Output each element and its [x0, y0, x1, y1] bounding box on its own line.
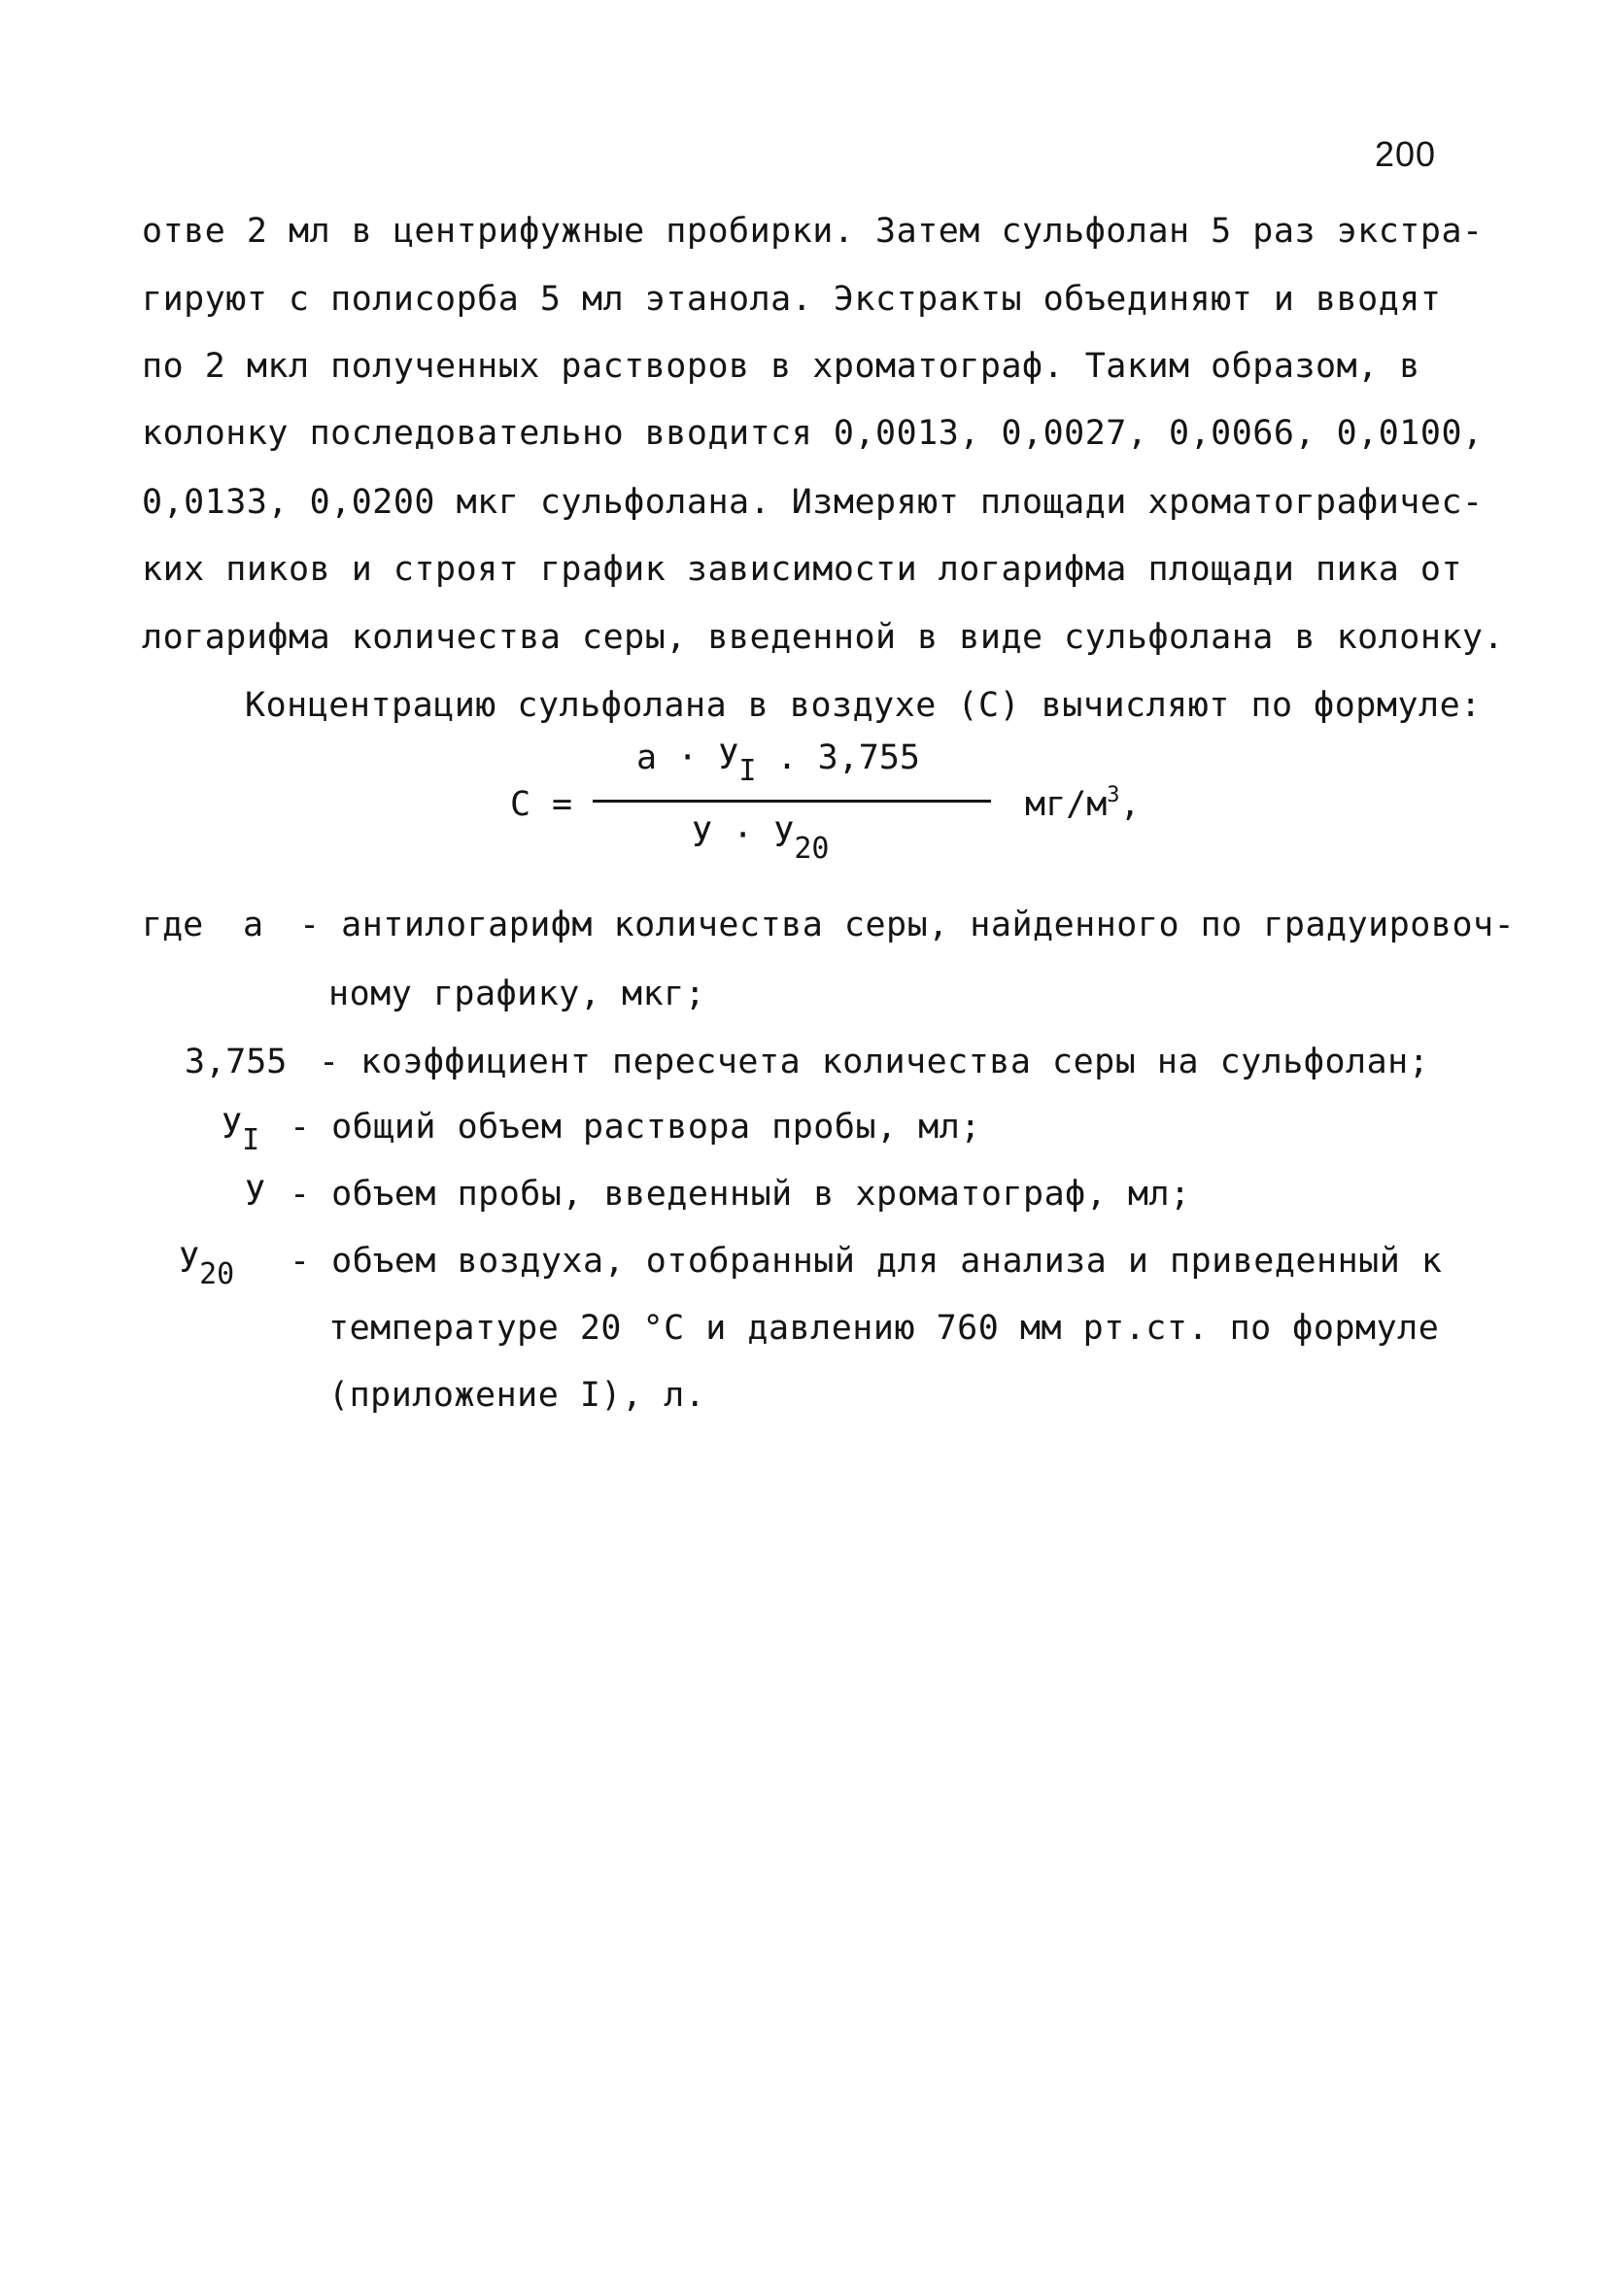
page-number: 200	[1375, 134, 1437, 174]
def-a-line-2: ному графику, мкг;	[328, 975, 706, 1013]
text-line-7: логарифма количества серы, введенной в виде сульфолана в колонку.	[142, 618, 1505, 657]
text-line-4: колонку последовательно вводится 0,0013, 0,0027, 0,0066, 0,0100,	[142, 414, 1484, 453]
text-line-3: по 2 мкл полученных растворов в хроматограф. Таким образом, в	[142, 347, 1420, 386]
formula-unit: $мг/м^3$,	[1025, 783, 1141, 824]
formula-denominator: $У \cdot У_{20}$	[692, 816, 830, 866]
def-a-symbol: а	[243, 906, 264, 944]
def-coef-symbol: 3,755	[185, 1043, 288, 1081]
fraction-bar	[593, 800, 991, 803]
formula-lhs: С	[510, 785, 531, 824]
def-coef-text: - коэффициент пересчета количества серы на сульфолан;	[319, 1043, 1430, 1081]
def-v20-line-1: - объем воздуха, отобранный для анализа и приведенный к	[290, 1242, 1443, 1281]
def-v-symbol: У	[245, 1175, 266, 1214]
formula-equals: =	[552, 785, 573, 824]
formula-numerator: $а \cdot У_I$ . 3,755	[636, 738, 920, 788]
text-line-5: 0,0133, 0,0200 мкг сульфолана. Измеряют площади хроматографичес-	[142, 483, 1484, 522]
text-line-2: гируют с полисорба 5 мл этанола. Экстракты объединяют и вводят	[142, 280, 1442, 319]
def-a-line-1: - антилогарифм количества серы, найденного по градуировоч-	[299, 906, 1516, 944]
formula-intro: Концентрацию сульфолана в воздухе (С) вычисляют по формуле:	[245, 686, 1482, 725]
text-line-6: ких пиков и строят график зависимости логарифма площади пика от	[142, 550, 1463, 589]
def-v20-symbol: $У_{20}$	[179, 1242, 235, 1291]
def-v20-line-3: (приложение I), л.	[328, 1376, 706, 1415]
text-line-1: отве 2 мл в центрифужные пробирки. Затем сульфолан 5 раз экстра-	[142, 212, 1484, 251]
def-v20-line-2: температуре 20 °С и давлению 760 мм рт.ст. по формуле	[328, 1309, 1440, 1348]
def-v1-symbol: $У_I$	[222, 1108, 260, 1157]
concentration-formula	[495, 738, 1195, 884]
def-v1-text: - общий объем раствора пробы, мл;	[290, 1108, 981, 1147]
where-word: где	[142, 906, 204, 944]
def-v-text: - объем пробы, введенный в хроматограф, мл;	[290, 1175, 1191, 1214]
